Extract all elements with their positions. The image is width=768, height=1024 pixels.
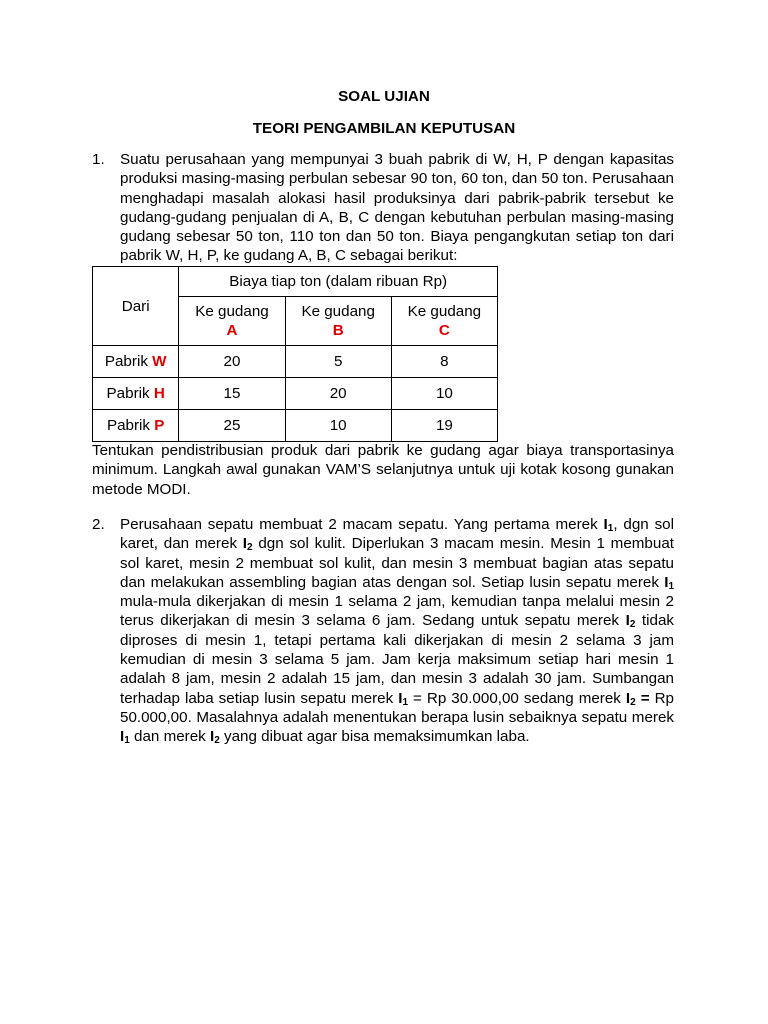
brand-i2: $I_2$	[625, 689, 636, 708]
row-factory-label: Pabrik H	[93, 378, 179, 410]
cost-cell: 20	[285, 378, 391, 410]
question-2-number: 2.	[92, 516, 105, 533]
brand-i1: $I_1$	[120, 728, 130, 747]
row-factory-label: Pabrik W	[93, 346, 179, 378]
question-1-instruction: Tentukan pendistribusian produk dari pabrik ke gudang agar biaya transportasinya minimum. Langkah awal gunakan VAM’S selanjutnya untuk uji kotak kosong gunakan metode MODI.	[92, 442, 674, 498]
table-header-warehouse-b: Ke gudang B	[285, 297, 391, 346]
table-header-warehouse-a: Ke gudang A	[179, 297, 285, 346]
cost-cell: 8	[391, 346, 497, 378]
cost-cell: 10	[391, 378, 497, 410]
table-row	[93, 346, 498, 378]
table-row	[93, 378, 498, 410]
question-2-text: Perusahaan sepatu membuat 2 macam sepatu. Yang pertama merek $I_1$, dgn sol karet, dan merek $I_2$ dgn sol kulit. Diperlukan 3 macam mesin. Mesin 1 membuat sol karet, mesin 2 membuat sol kulit, dan mesin 3 membuat bagian atas sepatu dan melakukan assembling bagian atas dengan sol. Setiap lusin sepatu merek $I_1$ mula-mula dikerjakan di mesin 1 selama 2 jam, kemudian tanpa melalui mesin 2 terus dikerjakan di mesin 3 selama 6 jam. Sedang untuk sepatu merek $I_2$ tidak diproses di mesin 1, tetapi pertama kali dikerjakan di mesin 2 selama 3 jam kemudian di mesin 3 selama 5 jam. Jam kerja maksimum setiap hari mesin 1 adalah 8 jam, mesin 2 adalah 15 jam, dan mesin 3 adalah 30 jam. Sumbangan terhadap laba setiap lusin sepatu merek $I_1 = Rp$ 30.000,00 sedang merek $I_2 = Rp$ 50.000,00. Masalahnya adalah menentukan berapa lusin sebaiknya sepatu merek $I_1$ dan merek $I_2$ yang dibuat agar bisa memaksimumkan laba.	[120, 516, 674, 747]
cost-cell: 25	[179, 410, 285, 442]
brand-i2: $I_2$	[210, 728, 220, 747]
question-1-text: Suatu perusahaan yang mempunyai 3 buah pabrik di W, H, P dengan kapasitas produksi masing-masing perbulan sebesar 90 ton, 60 ton, dan 50 ton. Perusahaan menghadapi masalah alokasi hasil produksinya dari pabrik-pabrik tersebut ke gudang-gudang penjualan di A, B, C dengan kebutuhan perbulan masing-masing gudang sebesar 50 ton, 110 ton dan 50 ton. Biaya pengangkutan setiap ton dari pabrik W, H, P, ke gudang A, B, C sebagai berikut:	[120, 151, 674, 265]
brand-i1: $I_1$	[664, 573, 674, 592]
cost-table	[92, 266, 498, 442]
table-header-from: Dari	[93, 267, 179, 346]
table-row	[93, 410, 498, 442]
brand-i2: $I_2$	[242, 535, 253, 554]
table-header-warehouse-c: Ke gudang C	[391, 297, 497, 346]
table-header-cost: Biaya tiap ton (dalam ribuan Rp)	[179, 267, 498, 297]
page-title: SOAL UJIAN	[338, 88, 430, 105]
cost-cell: 5	[285, 346, 391, 378]
cost-cell: 19	[391, 410, 497, 442]
question-1-number: 1.	[92, 151, 105, 168]
brand-i2: $I_2$	[625, 612, 636, 631]
cost-cell: 20	[179, 346, 285, 378]
brand-i1: $I_1$	[603, 516, 614, 534]
row-factory-label: Pabrik P	[93, 410, 179, 442]
page-subtitle: TEORI PENGAMBILAN KEPUTUSAN	[252, 120, 516, 137]
cost-cell: 15	[179, 378, 285, 410]
cost-cell: 10	[285, 410, 391, 442]
brand-i1: $I_1$	[398, 689, 409, 708]
